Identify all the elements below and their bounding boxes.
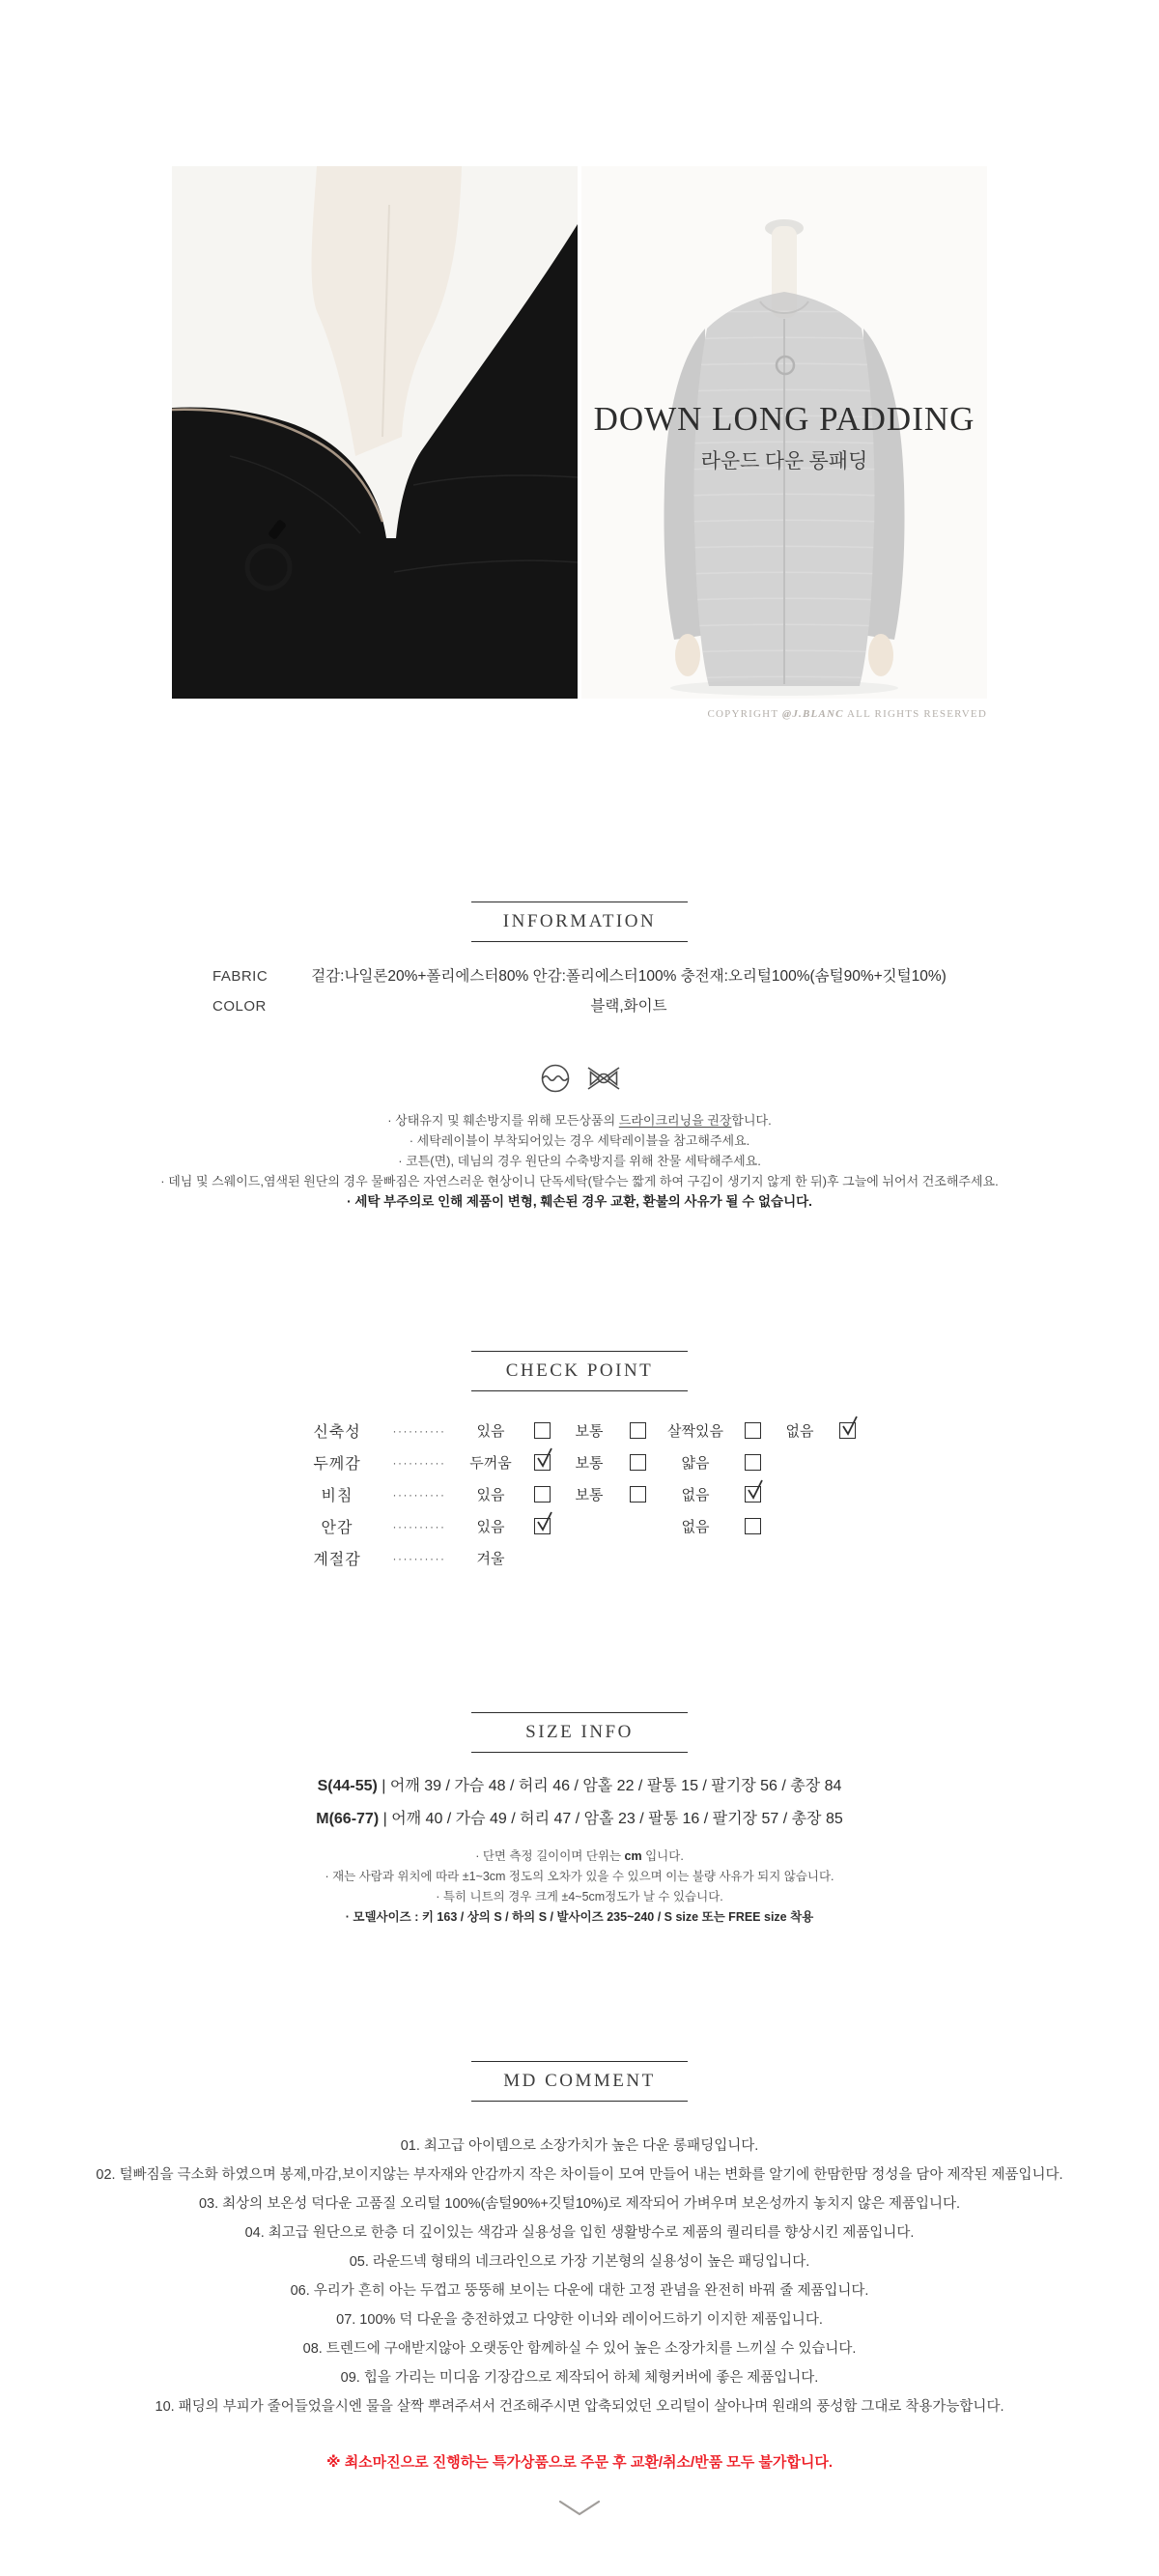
care-line: · 데님 및 스웨이드,염색된 원단의 경우 물빠짐은 자연스러운 현상이니 단독세탁(탈수는 짧게 하여 구김이 생기지 않게 한 뒤)후 그늘에 뉘어서 건조해주세요. bbox=[160, 1174, 999, 1188]
size-name: M(66-77) bbox=[316, 1811, 380, 1827]
md-comment-item: 08. 트렌드에 구애받지않아 오랫동안 함께하실 수 있어 높은 소장가치를 느끼실 수 있습니다. bbox=[302, 2341, 857, 2357]
check-row-label: 비침 bbox=[321, 1488, 353, 1504]
size-note: · 특히 니트의 경우 크게 ±4~5cm정도가 날 수 있습니다. bbox=[436, 1890, 723, 1903]
size-row-m bbox=[0, 1803, 1159, 1836]
md-comment-item: 02. 털빠짐을 극소화 하였으며 봉제,마감,보이지않는 부자재와 안감까지 작은 차이들이 모여 만들어 내는 변화를 알기에 한땀한땀 정성을 담아 제작된 제품입니다. bbox=[96, 2167, 1063, 2183]
model-size-note: · 모델사이즈 : 키 163 / 상의 S / 하의 S / 발사이즈 235~240 / S size 또는 FREE size 착용 bbox=[345, 1910, 814, 1924]
check-option-label: 보통 bbox=[575, 1423, 604, 1440]
checkbox-checked[interactable] bbox=[839, 1422, 856, 1439]
scroll-more-control[interactable] bbox=[0, 2499, 1159, 2523]
size-measurements: | 어깨 40 / 가슴 49 / 허리 47 / 암홀 23 / 팔통 16 / 팔기장 57 / 총장 85 bbox=[379, 1811, 843, 1827]
section-header-information: INFORMATION bbox=[471, 902, 688, 942]
checkbox[interactable] bbox=[630, 1486, 646, 1503]
product-title: DOWN LONG PADDING bbox=[593, 400, 975, 438]
color-row bbox=[0, 991, 1159, 1021]
hero-image-row bbox=[172, 166, 987, 699]
size-notes bbox=[0, 1846, 1159, 1928]
check-option-label: 있음 bbox=[476, 1519, 505, 1535]
size-note1-unit: cm bbox=[624, 1849, 642, 1863]
md-comment-list bbox=[0, 2132, 1159, 2421]
check-option-label: 보통 bbox=[575, 1487, 604, 1503]
check-row-lining bbox=[294, 1510, 865, 1542]
checkbox[interactable] bbox=[745, 1454, 761, 1471]
care-line1-pre: · 상태유지 및 훼손방지를 위해 모든상품의 bbox=[387, 1113, 619, 1128]
checkbox[interactable] bbox=[534, 1486, 551, 1503]
size-table bbox=[0, 1770, 1159, 1836]
laundry-icon-row bbox=[0, 1060, 1159, 1097]
color-value: 블랙,화이트 bbox=[590, 998, 667, 1015]
md-comment-item: 06. 우리가 흔히 아는 두껍고 뚱뚱해 보이는 다운에 대한 고정 관념을 완전히 바꿔 줄 제품입니다. bbox=[290, 2283, 869, 2299]
copyright-post: ALL RIGHTS RESERVED bbox=[843, 708, 987, 720]
hero-title-block bbox=[581, 401, 987, 474]
check-option-label: 없음 bbox=[785, 1423, 814, 1440]
check-option-label: 없음 bbox=[681, 1487, 710, 1503]
md-comment-item: 09. 힙을 가리는 미디움 기장감으로 제작되어 하체 체형커버에 좋은 제품입니다. bbox=[340, 2370, 819, 2386]
product-photo-closeup bbox=[172, 166, 578, 699]
checkbox-checked[interactable] bbox=[534, 1454, 551, 1471]
check-row-label: 신축성 bbox=[313, 1424, 361, 1441]
dry-clean-icon bbox=[537, 1060, 574, 1097]
fabric-label: FABRIC bbox=[212, 968, 269, 985]
care-instructions bbox=[0, 1110, 1159, 1212]
care-line: · 세탁레이블이 부착되어있는 경우 세탁레이블을 참고해주세요. bbox=[409, 1133, 750, 1148]
section-header-md-comment: MD COMMENT bbox=[471, 2061, 688, 2102]
check-row-label: 두께감 bbox=[313, 1456, 361, 1473]
check-option-label: 있음 bbox=[476, 1487, 505, 1503]
md-comment-item: 04. 최고급 원단으로 한층 더 깊이있는 색감과 실용성을 입힌 생활방수로 제품의 퀄리티를 향상시킨 제품입니다. bbox=[244, 2225, 915, 2241]
dotted-leader: ·········· bbox=[392, 1551, 446, 1565]
checkbox[interactable] bbox=[534, 1422, 551, 1439]
fabric-value: 겉감:나일론20%+폴리에스터80% 안감:폴리에스터100% 충전재:오리털100%(솜털90%+깃털10%) bbox=[311, 968, 947, 985]
fabric-row bbox=[0, 961, 1159, 991]
care-line1-underline: 드라이크리닝을 권장 bbox=[618, 1113, 732, 1128]
size-note1-pre: · 단면 측정 길이이며 단위는 bbox=[475, 1849, 625, 1863]
check-row-thickness bbox=[294, 1446, 865, 1478]
checkbox[interactable] bbox=[745, 1422, 761, 1439]
copyright-text bbox=[172, 708, 987, 720]
size-name: S(44-55) bbox=[317, 1778, 378, 1794]
check-option-label: 겨울 bbox=[476, 1551, 505, 1567]
dotted-leader: ·········· bbox=[392, 1519, 446, 1533]
dotted-leader: ·········· bbox=[392, 1423, 446, 1438]
section-header-check-point: CHECK POINT bbox=[471, 1351, 688, 1391]
copyright-brand: @J.BLANC bbox=[782, 708, 844, 720]
section-header-size-info: SIZE INFO bbox=[471, 1712, 688, 1753]
size-note1-post: 입니다. bbox=[641, 1849, 684, 1863]
check-row-season bbox=[294, 1542, 865, 1574]
checkbox[interactable] bbox=[630, 1422, 646, 1439]
care-line-warning: · 세탁 부주의로 인해 제품이 변형, 훼손된 경우 교환, 환불의 사유가 될 수 없습니다. bbox=[347, 1194, 812, 1209]
do-not-wring-icon bbox=[585, 1060, 622, 1097]
color-label: COLOR bbox=[212, 998, 267, 1015]
check-row-stretch bbox=[294, 1415, 865, 1446]
check-option-label: 얇음 bbox=[681, 1455, 710, 1472]
size-note: · 재는 사람과 위치에 따라 ±1~3cm 정도의 오차가 있을 수 있으며 이는 불량 사유가 되지 않습니다. bbox=[325, 1870, 834, 1883]
size-note bbox=[0, 1846, 1159, 1867]
check-option-label: 살짝있음 bbox=[667, 1423, 723, 1440]
check-option-label: 있음 bbox=[476, 1423, 505, 1440]
md-comment-item: 07. 100% 덕 다운을 충전하였고 다양한 이너와 레이어드하기 이지한 제품입니다. bbox=[336, 2312, 823, 2328]
care-line bbox=[0, 1110, 1159, 1131]
checkbox-checked[interactable] bbox=[745, 1486, 761, 1503]
size-row-s bbox=[0, 1770, 1159, 1803]
check-option-label: 두꺼움 bbox=[469, 1455, 512, 1472]
check-option-label: 보통 bbox=[575, 1455, 604, 1472]
chevron-down-icon[interactable] bbox=[557, 2499, 602, 2518]
md-comment-item: 05. 라운드넥 형태의 네크라인으로 가장 기본형의 실용성이 높은 패딩입니다. bbox=[349, 2254, 810, 2270]
check-row-label: 계절감 bbox=[313, 1552, 361, 1568]
information-rows bbox=[0, 961, 1159, 1021]
product-subtitle: 라운드 다운 롱패딩 bbox=[700, 448, 868, 472]
product-photo-full bbox=[581, 166, 987, 699]
check-row-sheerness bbox=[294, 1478, 865, 1510]
check-row-label: 안감 bbox=[321, 1520, 353, 1536]
md-comment-item: 10. 패딩의 부피가 줄어들었을시엔 물을 살짝 뿌려주셔서 건조해주시면 압축되었던 오리털이 살아나며 원래의 풍성함 그대로 착용가능합니다. bbox=[155, 2399, 1004, 2415]
check-option-label: 없음 bbox=[681, 1519, 710, 1535]
care-line: · 코튼(면), 데님의 경우 원단의 수축방지를 위해 찬물 세탁해주세요. bbox=[398, 1154, 761, 1168]
md-comment-item: 01. 최고급 아이템으로 소장가치가 높은 다운 롱패딩입니다. bbox=[400, 2138, 759, 2154]
checkbox[interactable] bbox=[630, 1454, 646, 1471]
check-point-table bbox=[294, 1415, 865, 1574]
md-comment-item: 03. 최상의 보온성 덕다운 고품질 오리털 100%(솜털90%+깃털10%)로 제작되어 가벼우며 보온성까지 놓치지 않은 제품입니다. bbox=[198, 2196, 961, 2212]
dotted-leader: ·········· bbox=[392, 1455, 446, 1470]
size-measurements: | 어깨 39 / 가슴 48 / 허리 46 / 암홀 22 / 팔통 15 / 팔기장 56 / 총장 84 bbox=[377, 1778, 842, 1794]
black-padding-closeup-illustration bbox=[172, 166, 578, 699]
checkbox[interactable] bbox=[745, 1518, 761, 1534]
copyright-pre: COPYRIGHT bbox=[707, 708, 782, 720]
care-line1-post: 합니다. bbox=[731, 1113, 772, 1128]
sale-notice: ※ 최소마진으로 진행하는 특가상품으로 주문 후 교환/취소/반품 모두 불가합니다. bbox=[325, 2454, 834, 2471]
checkbox-checked[interactable] bbox=[534, 1518, 551, 1534]
dotted-leader: ·········· bbox=[392, 1487, 446, 1502]
